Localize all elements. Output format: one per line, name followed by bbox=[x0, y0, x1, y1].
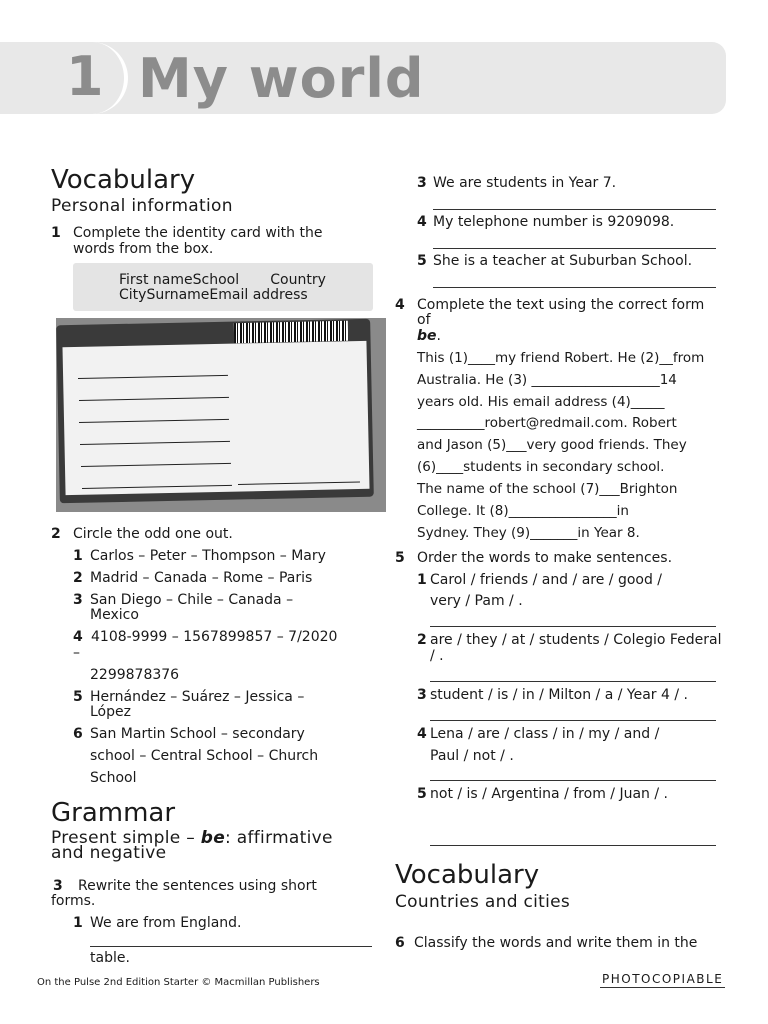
ex5-answer-line[interactable] bbox=[430, 720, 716, 721]
exercise-4-instruction-line1: Complete the text using the correct form bbox=[417, 297, 705, 313]
ex5-item-text-cont: very / Pam / . bbox=[430, 593, 523, 609]
vocabulary-2-subheading: Countries and cities bbox=[395, 892, 571, 912]
grammar-subheading: Present simple – be: affirmative bbox=[51, 828, 333, 848]
ex4-text-line: (6)____students in secondary school. bbox=[417, 459, 665, 475]
ex5-item-text: not / is / Argentina / from / Juan / . bbox=[430, 786, 668, 802]
exercise-4-instruction-line3: be. bbox=[417, 328, 441, 344]
exercise-1-number: 1 bbox=[51, 225, 61, 241]
exercise-2-instruction: Circle the odd one out. bbox=[73, 526, 233, 542]
ex4-text-line: Sydney. They (9)_______in Year 8. bbox=[417, 525, 640, 541]
footer-photocopiable: PHOTOCOPIABLE bbox=[602, 972, 724, 986]
ex5-item-number: 3 bbox=[417, 687, 427, 703]
vocabulary-subheading: Personal information bbox=[51, 196, 233, 216]
vocabulary-2-heading: Vocabulary bbox=[395, 860, 540, 890]
ex3-answer-line[interactable] bbox=[90, 946, 372, 947]
exercise-4-number: 4 bbox=[395, 297, 405, 313]
ex3-item-number: 3 bbox=[417, 175, 427, 191]
ex2-item-text[interactable]: San Diego – Chile – Canada – bbox=[90, 592, 294, 608]
ex5-item-number: 1 bbox=[417, 572, 427, 588]
ex5-item-number: 5 bbox=[417, 786, 427, 802]
ex4-text-line: This (1)____my friend Robert. He (2)__from bbox=[417, 350, 705, 366]
ex5-item-text: are / they / at / students / Colegio Federal bbox=[430, 632, 722, 648]
exercise-1-instruction-line2: words from the box. bbox=[73, 241, 214, 257]
ex2-item-number: 5 bbox=[73, 689, 83, 705]
footer-copyright: On the Pulse 2nd Edition Starter © Macmillan Publishers bbox=[37, 977, 320, 988]
ex4-text-line: The name of the school (7)___Brighton bbox=[417, 481, 678, 497]
ex2-item-text-cont[interactable]: Mexico bbox=[90, 607, 139, 623]
ex3-item-number: 5 bbox=[417, 253, 427, 269]
ex4-text-line: College. It (8)________________in bbox=[417, 503, 629, 519]
ex2-item-number: 6 bbox=[73, 726, 83, 742]
ex2-item-text-cont[interactable]: 2299878376 bbox=[90, 667, 180, 683]
exercise-1-instruction-line1: Complete the identity card with the bbox=[73, 225, 323, 241]
ex3-answer-line[interactable] bbox=[433, 209, 716, 210]
exercise-6-instruction: Classify the words and write them in the bbox=[414, 935, 698, 951]
ex3-item-number: 1 bbox=[73, 915, 83, 931]
ex3-item-text: We are students in Year 7. bbox=[433, 175, 617, 191]
ex3-answer-line[interactable] bbox=[433, 248, 716, 249]
ex5-item-text: student / is / in / Milton / a / Year 4 / . bbox=[430, 687, 688, 703]
ex5-item-number: 2 bbox=[417, 632, 427, 648]
ex3-item-number: 4 bbox=[417, 214, 427, 230]
exercise-3-instruction-line2: forms. bbox=[51, 893, 96, 909]
ex5-item-text-cont: Paul / not / . bbox=[430, 748, 514, 764]
ex5-item-text: Carol / friends / and / are / good / bbox=[430, 572, 663, 588]
ex3-item-text: We are from England. bbox=[90, 915, 242, 931]
word-box-line1: First nameSchool Country bbox=[119, 272, 326, 288]
ex2-item-number: 2 bbox=[73, 570, 83, 586]
ex4-text-line: __________robert@redmail.com. Robert bbox=[417, 415, 677, 431]
ex5-item-text-cont: / . bbox=[430, 648, 444, 664]
ex2-item-text[interactable]: Madrid – Canada – Rome – Paris bbox=[90, 570, 313, 586]
ex2-item-dash: – bbox=[73, 645, 80, 661]
ex2-item-text-cont[interactable]: school – Central School – Church bbox=[90, 748, 319, 764]
ex2-item-text[interactable]: San Martin School – secondary bbox=[90, 726, 305, 742]
barcode-icon bbox=[234, 321, 348, 343]
word-box-line2: CitySurnameEmail address bbox=[119, 287, 308, 303]
ex2-item-text[interactable]: Carlos – Peter – Thompson – Mary bbox=[90, 548, 326, 564]
ex5-item-number: 4 bbox=[417, 726, 427, 742]
exercise-3-number: 3 bbox=[53, 878, 63, 894]
ex2-item-text-cont[interactable]: López bbox=[90, 704, 131, 720]
exercise-2-number: 2 bbox=[51, 526, 61, 542]
exercise-3-instruction-line1: Rewrite the sentences using short bbox=[78, 878, 317, 894]
unit-number: 1 bbox=[66, 45, 104, 108]
ex2-item-number: 4 bbox=[73, 629, 83, 645]
ex5-item-text: Lena / are / class / in / my / and / bbox=[430, 726, 660, 742]
exercise-5-number: 5 bbox=[395, 550, 405, 566]
ex4-text-line: and Jason (5)___very good friends. They bbox=[417, 437, 687, 453]
ex5-answer-line[interactable] bbox=[430, 626, 716, 627]
ex4-text-line: Australia. He (3) ___________________14 bbox=[417, 372, 677, 388]
grammar-subheading-line2: and negative bbox=[51, 843, 167, 863]
vocabulary-heading: Vocabulary bbox=[51, 165, 196, 195]
ex3-item-text: She is a teacher at Suburban School. bbox=[433, 253, 693, 269]
exercise-6-number: 6 bbox=[395, 935, 405, 951]
exercise-5-instruction: Order the words to make sentences. bbox=[417, 550, 673, 566]
ex5-answer-line[interactable] bbox=[430, 681, 716, 682]
ex2-item-text[interactable]: Hernández – Suárez – Jessica – bbox=[90, 689, 305, 705]
ex4-text-line: years old. His email address (4)_____ bbox=[417, 394, 665, 410]
exercise-4-instruction-line2: of bbox=[417, 312, 431, 328]
ex2-item-text-cont[interactable]: School bbox=[90, 770, 137, 786]
ex2-item-number: 3 bbox=[73, 592, 83, 608]
ex3-wrapped-text: table. bbox=[90, 950, 130, 966]
ex2-item-text[interactable]: 4108-9999 – 1567899857 – 7/2020 bbox=[91, 629, 338, 645]
ex3-item-text: My telephone number is 9209098. bbox=[433, 214, 675, 230]
ex2-item-number: 1 bbox=[73, 548, 83, 564]
ex5-answer-line[interactable] bbox=[430, 845, 716, 846]
unit-title: My world bbox=[138, 47, 425, 110]
identity-card-inner bbox=[62, 341, 369, 495]
ex3-answer-line[interactable] bbox=[433, 287, 716, 288]
grammar-heading: Grammar bbox=[51, 798, 176, 828]
ex5-answer-line[interactable] bbox=[430, 780, 716, 781]
